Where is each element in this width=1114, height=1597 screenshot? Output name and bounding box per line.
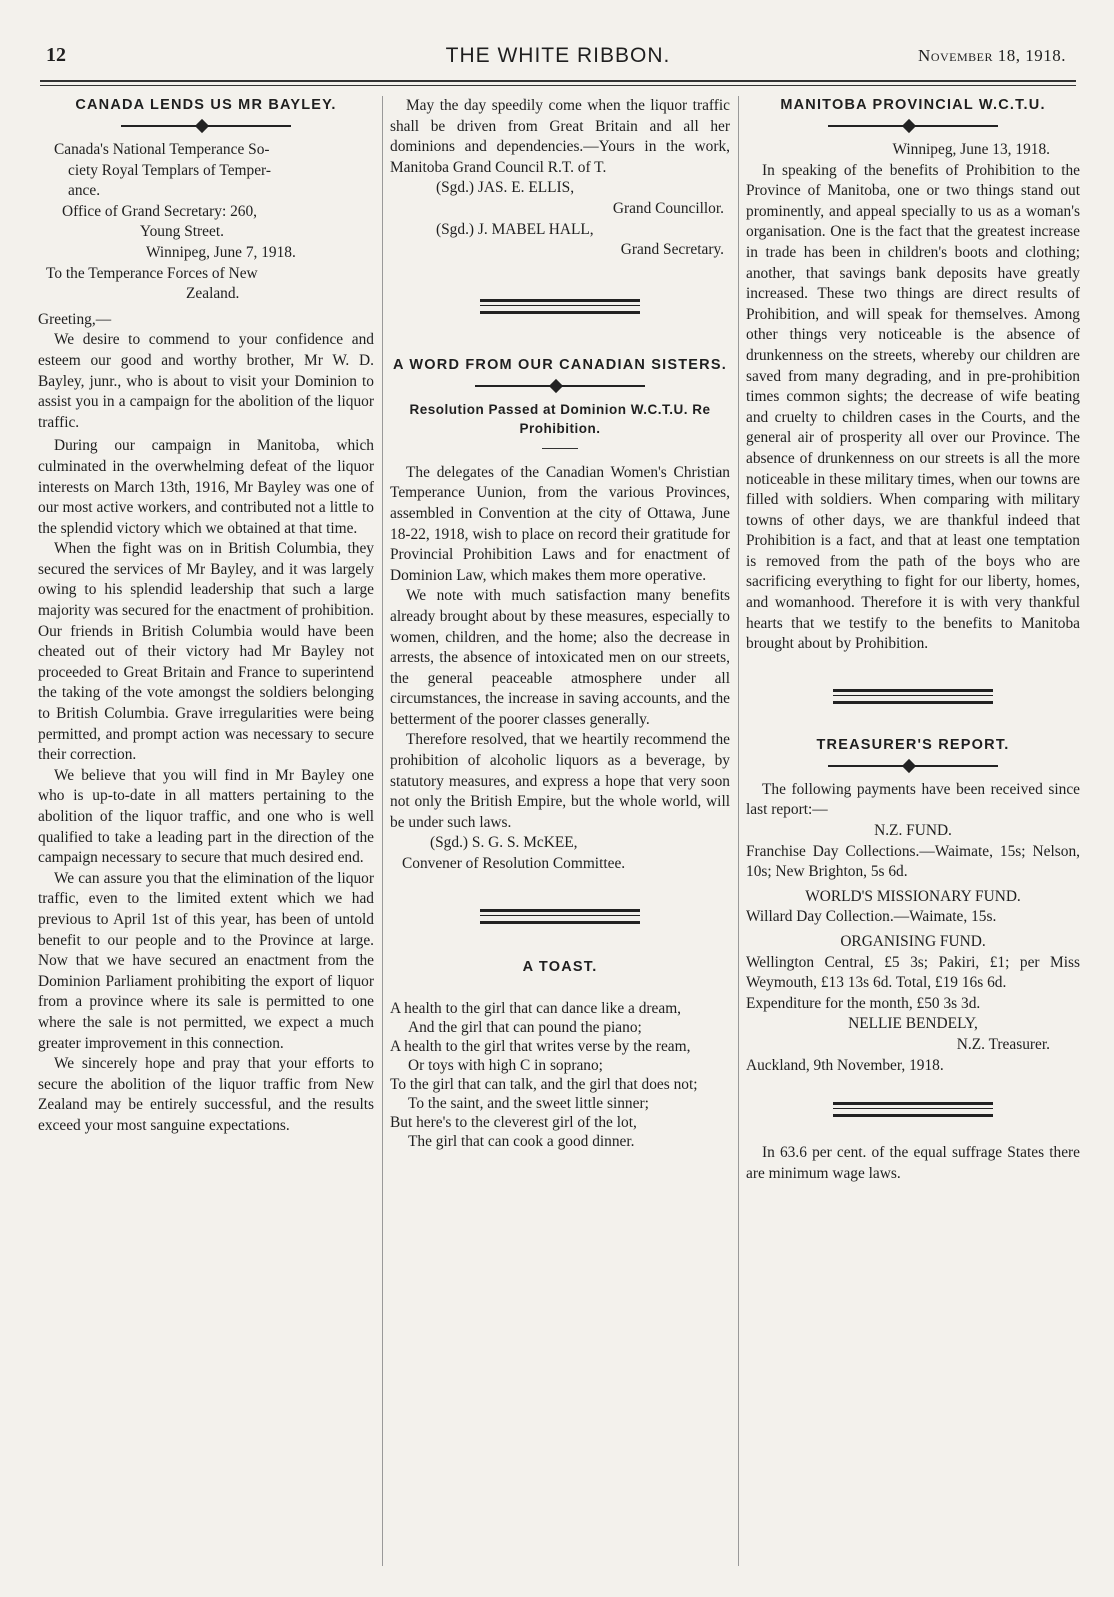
paragraph: We can assure you that the elimination of the liquor traffic, even to the limited extent which we had previous to April 1st of this year, has been of untold benefit to our people and to the Province at large. Now that we have secured an enactment from the Dominion Parliament prohibiting the export of liquor from a province where its sale is permitted to one where the sale is not permitted, we expect a much greater improvement in this connection. (38, 869, 374, 1052)
article-heading: CANADA LENDS US MR BAYLEY. (75, 97, 337, 113)
section-separator (833, 689, 993, 704)
issue-date: November 18, 1918. (918, 46, 1066, 65)
signature-name: (Sgd.) J. MABEL HALL, (436, 220, 594, 238)
letter-office: Office of Grand Secretary: 260, (62, 202, 258, 220)
paragraph: We believe that you will find in Mr Bayley one who is up-to-date in all matters pertaining to the abolition of the liquor traffic, and one who is well qualified to take a leading part in the direction of the campaign necessary to secure that much desired end. (38, 766, 374, 867)
letter-place-date: Winnipeg, June 7, 1918. (146, 243, 296, 261)
poem-line: To the girl that can talk, and the girl that does not; (390, 1075, 698, 1093)
column-divider (738, 96, 739, 1566)
poem-line: Or toys with high C in soprano; (408, 1056, 603, 1074)
section-separator (480, 299, 640, 314)
letter-street: Young Street. (140, 223, 224, 241)
article-subheading: Resolution Passed at Dominion W.C.T.U. Re Prohibition. (409, 401, 711, 436)
letter-recipient: To the Temperance Forces of New (46, 264, 258, 282)
poem-line: To the saint, and the sweet little sinner; (408, 1094, 649, 1112)
publication-title: THE WHITE RIBBON. (445, 44, 671, 67)
letter-greeting: Greeting,— (38, 310, 112, 328)
fund-heading: ORGANISING FUND. (840, 933, 986, 950)
signature-name: (Sgd.) JAS. E. ELLIS, (436, 179, 575, 197)
letter-sender: Canada's National Temperance So- (54, 141, 270, 158)
treasurer-title: N.Z. Treasurer. (956, 1035, 1050, 1053)
column-divider (382, 96, 383, 1566)
signature-title: Grand Councillor. (612, 199, 724, 217)
ornament-divider (121, 121, 291, 131)
paragraph: We sincerely hope and pray that your efforts to secure the abolition of the liquor traffic from New Zealand may be entirely successful, and the results exceed your most sanguine expectations. (38, 1055, 374, 1134)
fund-heading: WORLD'S MISSIONARY FUND. (805, 887, 1021, 905)
signature-title: Convener of Resolution Committee. (402, 855, 626, 873)
ornament-divider (475, 381, 645, 391)
signature-title: Grand Secretary. (620, 241, 724, 259)
short-rule (542, 448, 578, 449)
paragraph: When the fight was on in British Columbia, they secured the services of Mr Bayley, and it was largely owing to his splendid leadership that such a large majority was secured for the enactment of prohibition. Our friends in British Columbia would have been cheated out of their victory had Mr Bayley not proceeded to Great Britain and France to superintend the taking of the vote amongst the soldiers belonging to British Columbia. Grave irregularities were being permitted, and prompt action was necessary to secure their correction. (38, 540, 374, 764)
dateline: Winnipeg, June 13, 1918. (892, 141, 1050, 158)
letter-sender: ciety Royal Templars of Temper- (68, 161, 271, 179)
paragraph: The following payments have been received since last report:— (746, 780, 1080, 819)
fund-details: Franchise Day Collections.—Waimate, 15s; Nelson, 10s; New Brighton, 5s 6d. (746, 842, 1080, 881)
column-3 (746, 96, 1080, 1567)
paragraph: During our campaign in Manitoba, which culminated in the overwhelming defeat of the liquor interests on March 13th, 1916, Mr Bayley was one of our most active workers, and contributed not a little to the splendid victory which we obtained at that time. (38, 437, 374, 537)
ornament-divider (828, 761, 998, 771)
paragraph: The delegates of the Canadian Women's Christian Temperance Uunion, from the various Provinces, assembled in Convention at the city of Ottawa, June 18-22, 1918, wish to place on record their gratitude for Provincial Prohibition Laws and for enactment of Dominion Law, which makes them more operative. (390, 463, 730, 584)
signature-name: (Sgd.) S. G. S. McKEE, (430, 834, 578, 852)
page-number: 12 (46, 44, 66, 66)
paragraph: May the day speedily come when the liquor traffic shall be driven from Great Britain and all her dominions and dependencies.—Yours in the work, Manitoba Grand Council R.T. of T. (390, 97, 730, 176)
poem-line: And the girl that can pound the piano; (408, 1018, 642, 1036)
poem-line: A health to the girl that can dance like a dream, (390, 999, 682, 1017)
poem (390, 999, 730, 1151)
paragraph: Therefore resolved, that we heartily recommend the prohibition of alcoholic liquors as a beverage, by statutory measures, and express a hope that very soon not only the British Empire, but the whole world, will be under such laws. (390, 731, 730, 831)
letter-sender: ance. (68, 182, 101, 200)
masthead (40, 40, 1076, 70)
letter-recipient: Zealand. (186, 285, 240, 303)
report-date: Auckland, 9th November, 1918. (746, 1056, 944, 1074)
treasurer-name: NELLIE BENDELY, (848, 1015, 978, 1033)
fund-details: Willard Day Collection.—Waimate, 15s. (746, 908, 997, 926)
paragraph: We desire to commend to your confidence and esteem our good and worthy brother, Mr W. D. Bayley, junr., who is about to visit your Dominion to assist you in a campaign for the abolition of the liquor traffic. (38, 331, 374, 431)
poem-heading: A TOAST. (522, 958, 598, 975)
column-2 (390, 96, 730, 1567)
ornament-divider (828, 121, 998, 131)
section-separator (833, 1102, 993, 1117)
expenditure: Expenditure for the month, £50 3s 3d. (746, 994, 981, 1012)
article-heading: MANITOBA PROVINCIAL W.C.T.U. (780, 97, 1046, 113)
column-1 (38, 96, 374, 1567)
paragraph: We note with much satisfaction many benefits already brought about by these measures, especially to women, children, and the home; also the decrease in arrests, the absence of intoxicated men on our streets, the general peaceable atmosphere under all circumstances, the increase in saving accounts, and the betterment of the poorer classes generally. (390, 587, 730, 728)
article-heading: TREASURER'S REPORT. (816, 736, 1010, 753)
article-heading: A WORD FROM OUR CANADIAN SISTERS. (393, 356, 727, 373)
fund-heading: N.Z. FUND. (874, 822, 952, 840)
poem-line: But here's to the cleverest girl of the lot, (390, 1113, 637, 1131)
paragraph: In 63.6 per cent. of the equal suffrage States there are minimum wage laws. (746, 1144, 1080, 1182)
masthead-rule-thin (40, 85, 1076, 86)
poem-line: A health to the girl that writes verse by the ream, (390, 1037, 691, 1055)
fund-details: Wellington Central, £5 3s; Pakiri, £1; per Miss Weymouth, £13 13s 6d. Total, £19 16s 6d. (746, 953, 1080, 992)
section-separator (480, 909, 640, 924)
poem-line: The girl that can cook a good dinner. (408, 1132, 635, 1150)
masthead-rule (40, 80, 1076, 82)
paragraph: In speaking of the benefits of Prohibition to the Province of Manitoba, one or two things stand out prominently, and appeal specially to us as a woman's organisation. One is the fact that the greatest increase in trade has been in children's boots and clothing; another, that savings bank deposits have greatly increased. These two things are direct results of Prohibition, and will speak for themselves. Among other things very noticeable is the absence of drunkenness on the streets, whereby our children are saved from many degrading, and in pre-prohibition times common sights; the decrease of wife beating and cruelty to children cases in the Courts, and the general air of prosperity all over our Province. The absence of drunkenness on our streets is all the more noticeable in these military times, when our towns are filled with soldiers. When comparing with military towns of other days, we are thankful indeed that Prohibition is a fact, and that at least one temptation is removed from the path of the boys who are sacrificing everything to fight for our liberty, homes, and womanhood. Therefore it is with very thankful hearts that we testify to the benefits to Manitoba brought about by Prohibition. (746, 161, 1080, 653)
